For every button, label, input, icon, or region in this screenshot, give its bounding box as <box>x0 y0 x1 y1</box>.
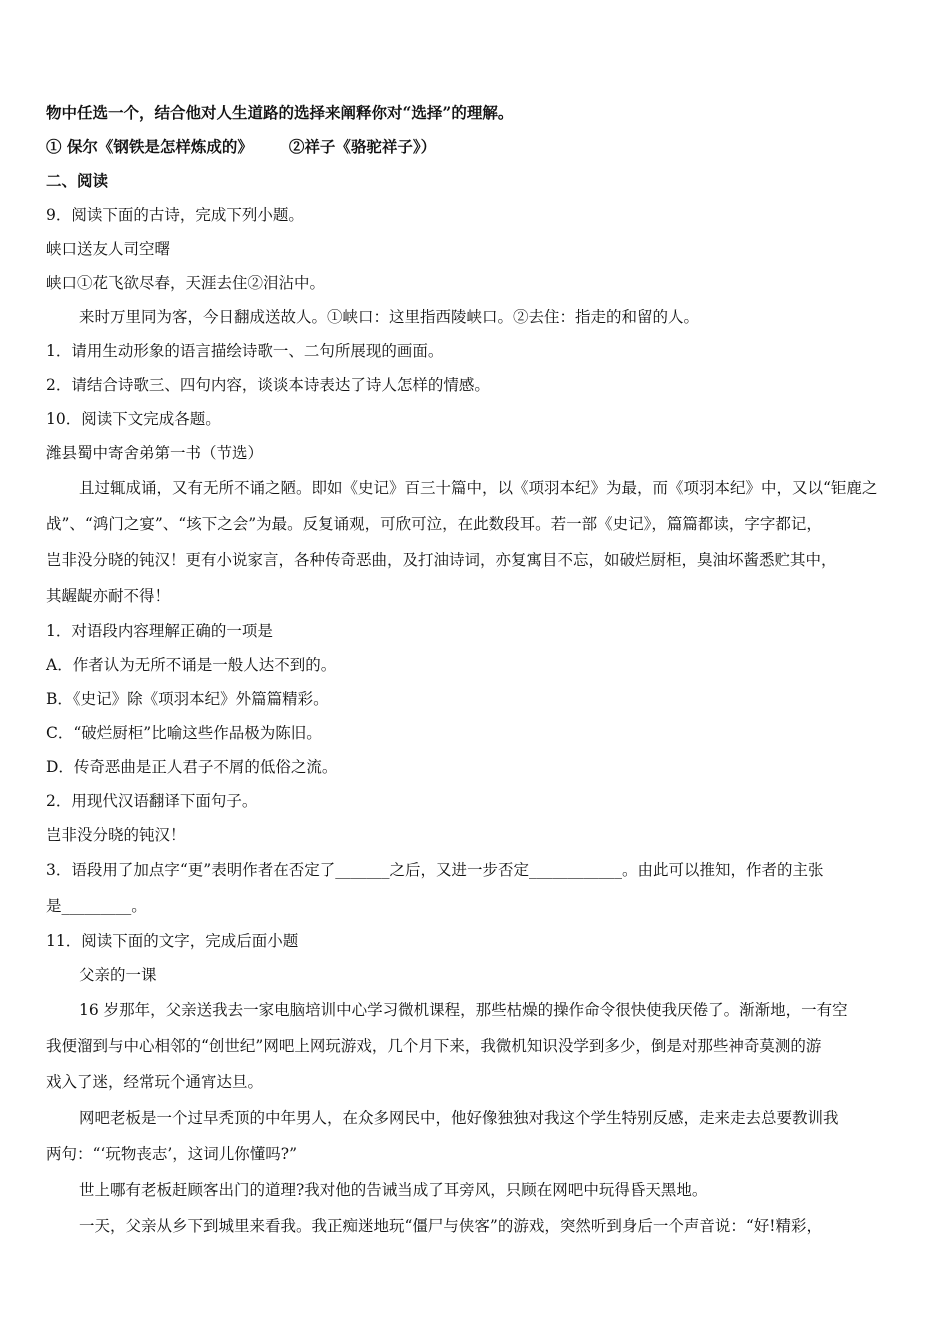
q10-option-c: C．“破烂厨柜”比喻这些作品极为陈旧。 <box>46 724 322 742</box>
book-options <box>46 130 906 164</box>
section-heading: 二、阅读 <box>46 171 109 190</box>
q10-option-d: D．传奇恶曲是正人君子不屑的低俗之流。 <box>46 758 338 776</box>
q10-option-b: B．《史记》除《项羽本纪》外篇篇精彩。 <box>46 690 329 708</box>
q11-paragraph-line: 一天，父亲从乡下到城里来看我。我正痴迷地玩“僵尸与侠客”的游戏，突然听到身后一个声音说：“好!精彩， <box>79 1217 823 1235</box>
q11-passage-title: 父亲的一课 <box>79 966 157 984</box>
q10-subquestion-3: 3．语段用了加点字“更”表明作者在否定了_______之后，又进一步否定____________。由此可以推知，作者的主张 <box>46 861 824 879</box>
q9-subquestion-1: 1．请用生动形象的语言描绘诗歌一、二句所展现的画面。 <box>46 342 444 360</box>
q11-paragraph-line: 我便溜到与中心相邻的“创世纪”网吧上网玩游戏，几个月下来，我微机知识没学到多少，倒是对那些神奇莫测的游 <box>46 1037 822 1055</box>
q9-poem-line-1: 峡口①花飞欲尽春，天涯去住②泪沾中。 <box>46 274 326 292</box>
q10-passage-line: 且过辄成诵，又有无所不诵之陋。即如《史记》百三十篇中，以《项羽本纪》为最，而《项羽本纪》中，又以“钜鹿之 <box>79 479 878 497</box>
q9-poem-line-2: 来时万里同为客，今日翻成送故人。①峡口：这里指西陵峡口。②去住：指走的和留的人。 <box>79 308 700 326</box>
q10-passage-line: 其龌龊亦耐不得！ <box>46 587 171 605</box>
q9-title: 9．阅读下面的古诗，完成下列小题。 <box>46 206 304 224</box>
q10-passage-title: 潍县蜀中寄舍弟第一书（节选） <box>46 444 264 462</box>
q10-title: 10．阅读下文完成各题。 <box>46 410 221 428</box>
q10-sentence: 岂非没分晓的钝汉！ <box>46 826 186 844</box>
prompt-continuation: 物中任选一个，结合他对人生道路的选择来阐释你对“选择”的理解。 <box>46 103 514 122</box>
q11-paragraph-line: 戏入了迷，经常玩个通宵达旦。 <box>46 1073 264 1091</box>
q11-paragraph-line: 16 岁那年，父亲送我去一家电脑培训中心学习微机课程，那些枯燥的操作命令很快使我厌倦了。渐渐地，一有空 <box>79 1001 848 1019</box>
book-option-2: ②祥子《骆驼祥子》） <box>288 137 437 156</box>
q11-paragraph-line: 网吧老板是一个过早秃顶的中年男人，在众多网民中，他好像独独对我这个学生特别反感，走来走去总要教训我 <box>79 1109 839 1127</box>
q11-paragraph-line: 世上哪有老板赶顾客出门的道理?我对他的告诫当成了耳旁风，只顾在网吧中玩得昏天黑地。 <box>79 1181 708 1199</box>
q10-passage-line: 岂非没分晓的钝汉！更有小说家言，各种传奇恶曲，及打油诗词，亦复寓目不忘，如破烂厨柜，臭油坏酱悉贮其中， <box>46 551 837 569</box>
q9-poem-title: 峡口送友人司空曙 <box>46 240 171 258</box>
q9-subquestion-2: 2．请结合诗歌三、四句内容，谈谈本诗表达了诗人怎样的情感。 <box>46 376 490 394</box>
document-page <box>46 96 906 1244</box>
q10-subquestion-1: 1．对语段内容理解正确的一项是 <box>46 622 273 640</box>
q11-paragraph-line: 两句：“‘玩物丧志’，这词儿你懂吗?” <box>46 1145 298 1163</box>
q10-option-a: A．作者认为无所不诵是一般人达不到的。 <box>46 656 337 674</box>
q10-passage-line: 战”、“鸿门之宴”、“垓下之会”为最。反复诵观，可欣可泣，在此数段耳。若一部《史记》，篇篇都读，字字都记， <box>46 515 822 533</box>
q10-subquestion-3-cont: 是_________。 <box>46 897 147 915</box>
q10-subquestion-2: 2．用现代汉语翻译下面句子。 <box>46 792 258 810</box>
book-option-1: ① 保尔《钢铁是怎样炼成的》 <box>46 137 253 156</box>
q11-title: 11．阅读下面的文字，完成后面小题 <box>46 932 299 950</box>
